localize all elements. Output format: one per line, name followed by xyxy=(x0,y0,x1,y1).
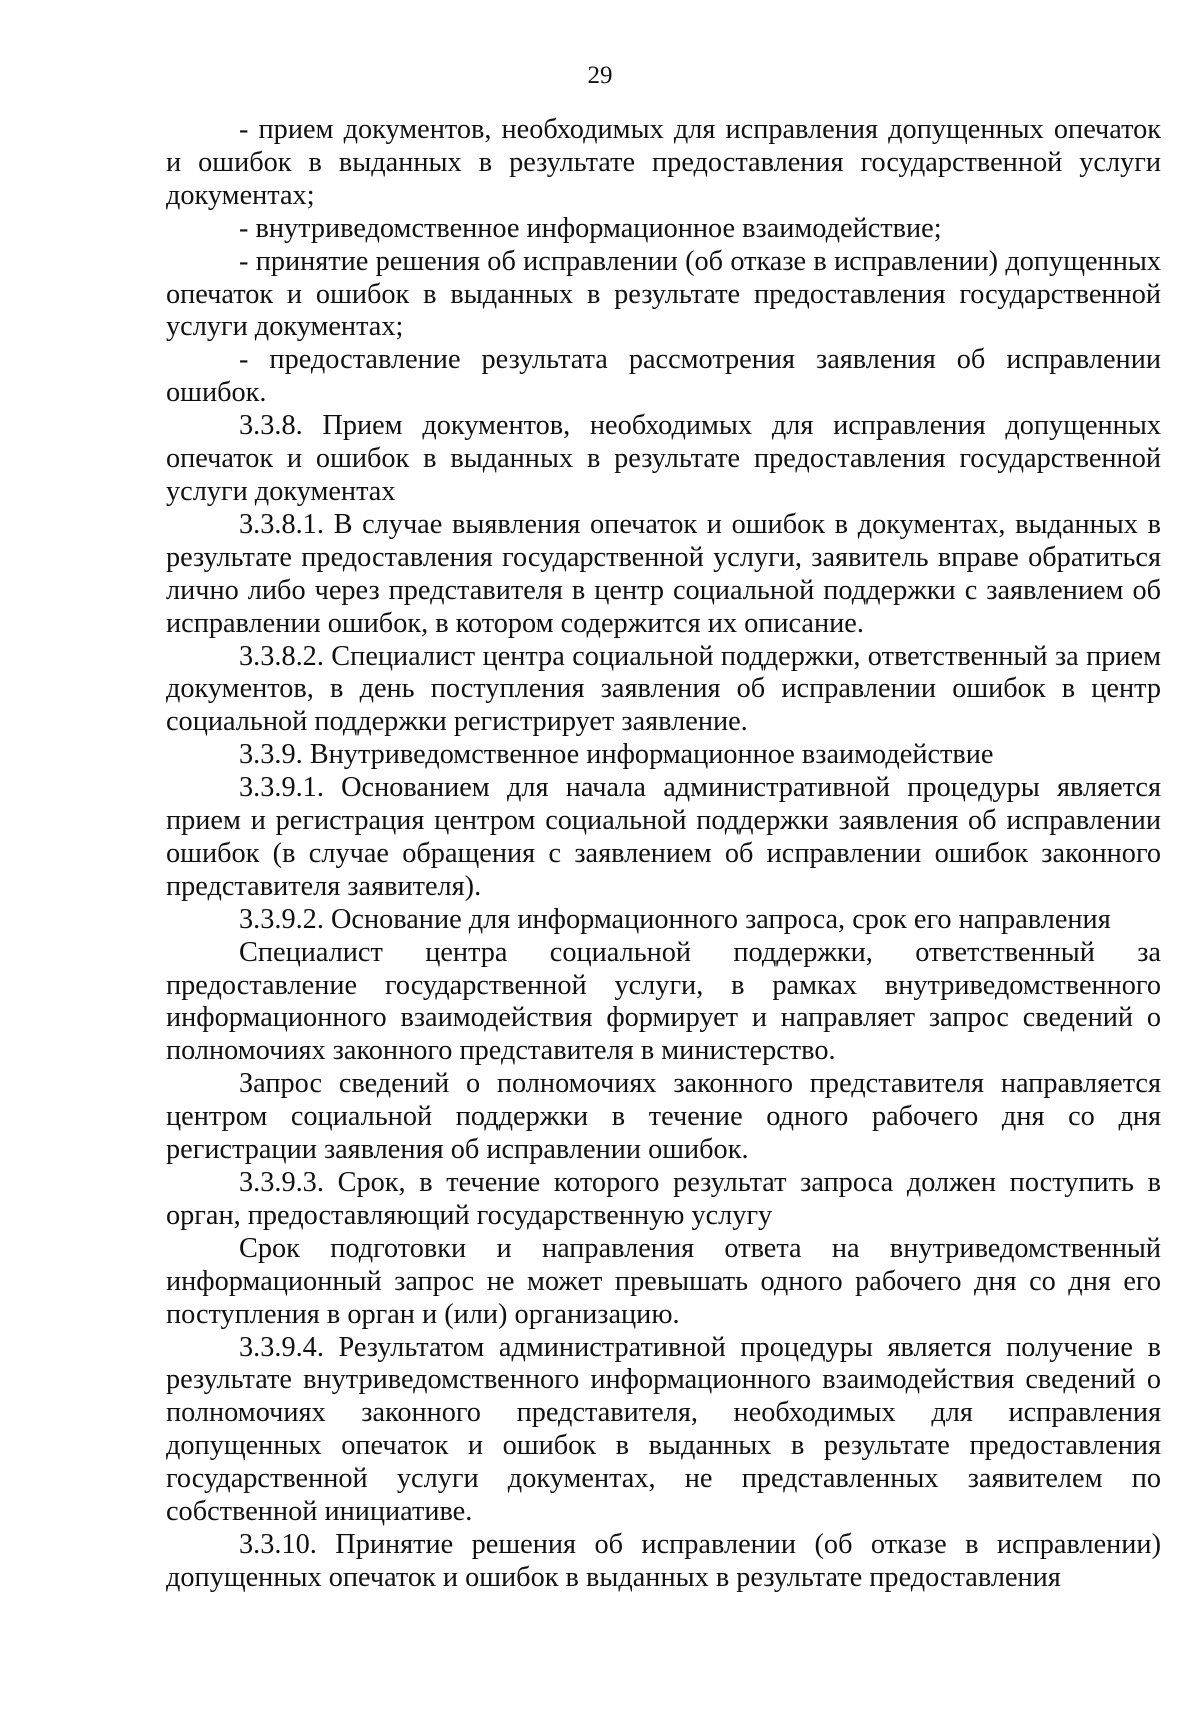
section-3-3-9-2-body-1: Специалист центра социальной поддержки, ответственный за предоставление государственной услуги, в рамках внутриведомственного информационного взаимодействия формирует и направляет запрос сведений о полномочиях законного представителя в министерство. xyxy=(166,936,1161,1067)
section-3-3-8-heading: 3.3.8. Прием документов, необходимых для исправления допущенных опечаток и ошибок в выданных в результате предоставления государственной услуги документах xyxy=(166,410,1161,507)
page-number: 29 xyxy=(587,62,613,89)
paragraph-bullet-decision: - принятие решения об исправлении (об отказе в исправлении) допущенных опечаток и ошибок в выданных в результате предоставления государственной услуги документах; xyxy=(166,245,1161,343)
section-3-3-8-2: 3.3.8.2. Специалист центра социальной поддержки, ответственный за прием документов, в день поступления заявления об исправлении ошибок в центр социальной поддержки регистрирует заявление. xyxy=(166,640,1161,738)
page-content xyxy=(166,114,1161,1595)
paragraph-bullet-documents-intake: - прием документов, необходимых для исправления допущенных опечаток и ошибок в выданных в результате предоставления государственной услуги документах; xyxy=(166,114,1161,211)
section-3-3-9-3-heading: 3.3.9.3. Срок, в течение которого результат запроса должен поступить в орган, предоставляющий государственную услугу xyxy=(166,1167,1161,1231)
section-3-3-9-3-body: Срок подготовки и направления ответа на внутриведомственный информационный запрос не может превышать одного рабочего дня со дня его поступления в орган и (или) организацию. xyxy=(166,1232,1161,1330)
section-3-3-9-1: 3.3.9.1. Основанием для начала административной процедуры является прием и регистрация центром социальной поддержки заявления об исправлении ошибок (в случае обращения с заявлением об исправлении ошибок законного представителя заявителя). xyxy=(166,772,1161,902)
section-3-3-10-heading: 3.3.10. Принятие решения об исправлении (об отказе в исправлении) допущенных опечаток и ошибок в выданных в результате предоставления xyxy=(166,1528,1161,1593)
section-3-3-9-4: 3.3.9.4. Результатом административной процедуры является получение в результате внутриведомственного информационного взаимодействия сведений о полномочиях законного представителя, необходимых для исправления допущенных опечаток и ошибок в выданных в результате предоставления государственной услуги документах, не представленных заявителем по собственной инициативе. xyxy=(166,1331,1161,1528)
section-3-3-9-2-body-2: Запрос сведений о полномочиях законного представителя направляется центром социальной поддержки в течение одного рабочего дня со дня регистрации заявления об исправлении ошибок. xyxy=(166,1068,1161,1166)
section-3-3-8-1: 3.3.8.1. В случае выявления опечаток и ошибок в документах, выданных в результате предоставления государственной услуги, заявитель вправе обратиться лично либо через представителя в центр социальной поддержки с заявлением об исправлении ошибок, в котором содержится их описание. xyxy=(166,508,1161,639)
section-3-3-9-heading: 3.3.9. Внутриведомственное информационное взаимодействие xyxy=(239,739,994,771)
section-3-3-9-2-heading: 3.3.9.2. Основание для информационного запроса, срок его направления xyxy=(239,903,1111,935)
paragraph-bullet-result: - предоставление результата рассмотрения заявления об исправлении ошибок. xyxy=(166,344,1161,409)
paragraph-bullet-interaction: - внутриведомственное информационное взаимодействие; xyxy=(239,212,942,244)
